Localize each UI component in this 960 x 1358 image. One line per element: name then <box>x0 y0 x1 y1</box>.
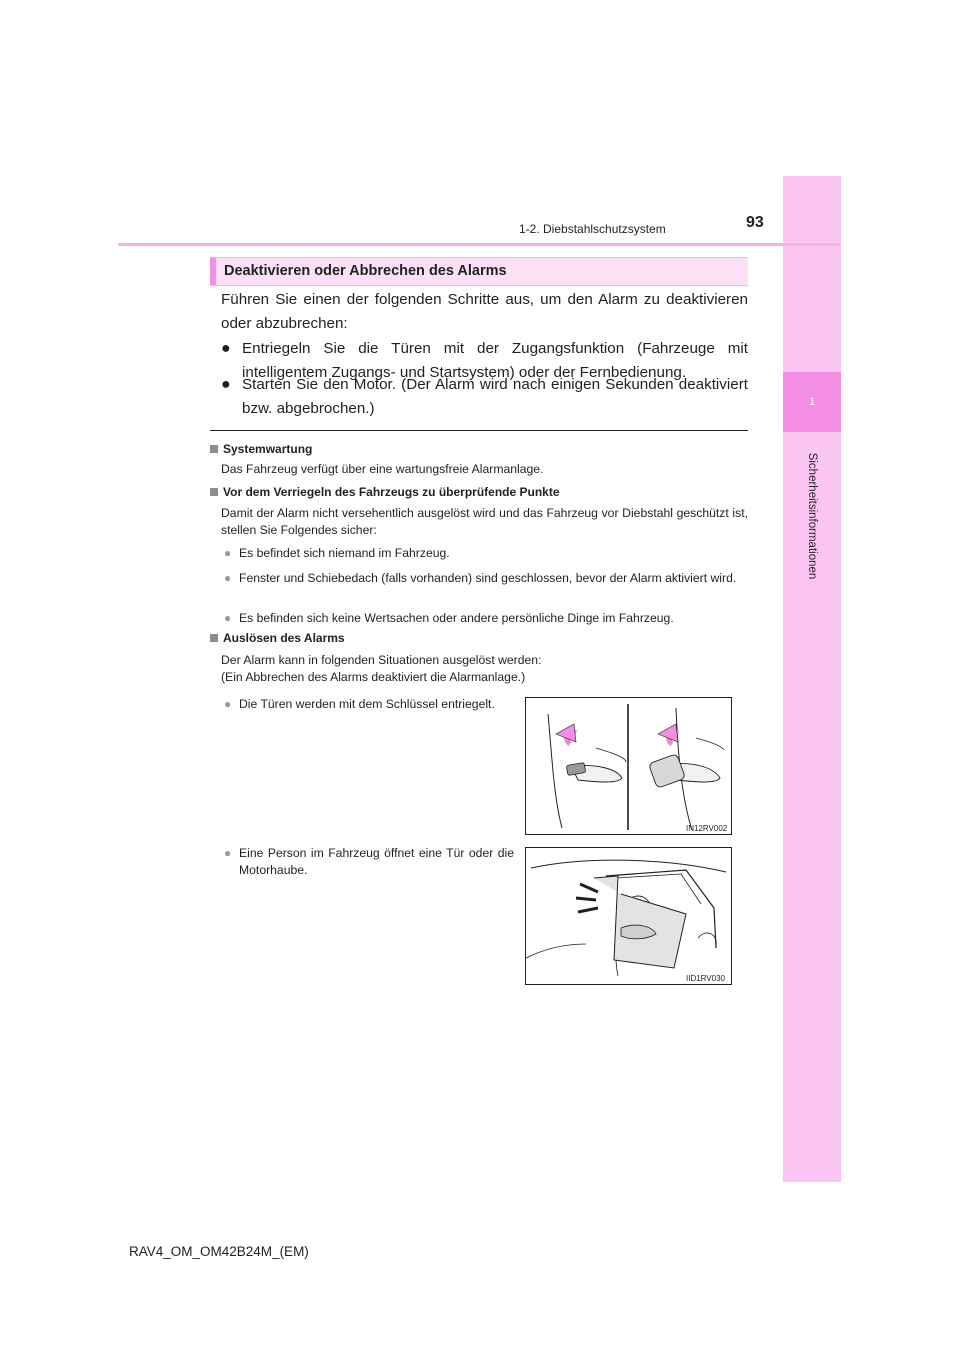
note-bullet: ● Fenster und Schiebedach (falls vorhanden) sind geschlossen, bevor der Alarm aktiviert wird. <box>224 571 737 585</box>
square-marker-icon <box>210 634 218 642</box>
car-door-illustration <box>526 848 731 984</box>
note-heading-pruefen: Vor dem Verriegeln des Fahrzeugs zu überprüfende Punkte <box>210 485 560 499</box>
note-bullet: ● Es befindet sich niemand im Fahrzeug. <box>224 546 450 560</box>
bullet-dot-icon: ● <box>221 340 231 357</box>
section-title-box <box>210 257 748 286</box>
bullet-dot-icon: ● <box>224 546 232 560</box>
bullet-dot-icon: ● <box>224 697 232 711</box>
square-marker-icon <box>210 445 218 453</box>
section-intro: Führen Sie einen der folgenden Schritte aus, um den Alarm zu deaktivieren oder abzubrechen: <box>221 291 748 332</box>
figure-door-open <box>525 847 732 985</box>
note-text-ausloesen-2: (Ein Abbrechen des Alarms deaktiviert die Alarmanlage.) <box>221 670 526 684</box>
chapter-side-label: Sicherheitsinformationen <box>806 452 818 580</box>
note-heading-systemwartung: Systemwartung <box>210 442 312 456</box>
section-bullet <box>221 373 748 421</box>
chapter-title: 1-2. Diebstahlschutzsystem <box>519 222 666 236</box>
square-marker-icon <box>210 488 218 496</box>
figure-key-unlock <box>525 697 732 835</box>
figure-code: IID1RV030 <box>686 974 725 983</box>
section-bullet-text: Starten Sie den Motor. (Der Alarm wird nach einigen Sekunden deaktiviert bzw. abgebrochen.) <box>242 376 748 417</box>
note-text-ausloesen-1: Der Alarm kann in folgenden Situationen ausgelöst werden: <box>221 653 542 667</box>
bullet-dot-icon: ● <box>221 376 231 393</box>
figure-code: IN12RV002 <box>686 824 728 833</box>
note-text-systemwartung: Das Fahrzeug verfügt über eine wartungsfreie Alarmanlage. <box>221 462 544 476</box>
note-bullet: ● Es befinden sich keine Wertsachen oder andere persönliche Dinge im Fahrzeug. <box>224 611 674 625</box>
note-heading-ausloesen: Auslösen des Alarms <box>210 631 345 645</box>
bullet-dot-icon: ● <box>224 571 232 585</box>
header-rule <box>118 243 841 246</box>
document-code: RAV4_OM_OM42B24M_(EM) <box>129 1244 309 1259</box>
section-bullet-text: Entriegeln Sie die Türen mit der Zugangsfunktion (Fahrzeuge mit intelligentem Zugangs- und Startsystem) oder der Fernbedienung. <box>242 340 748 381</box>
section-title: Deaktivieren oder Abbrechen des Alarms <box>224 263 507 279</box>
bullet-dot-icon: ● <box>224 611 232 625</box>
note-bullet: ● Eine Person im Fahrzeug öffnet eine Tür oder die Motorhaube. <box>224 846 514 877</box>
bullet-dot-icon: ● <box>224 846 232 860</box>
note-bullet: ● Die Türen werden mit dem Schlüssel entriegelt. <box>224 697 495 711</box>
page-number: 93 <box>746 214 764 231</box>
note-text-pruefen: Damit der Alarm nicht versehentlich ausgelöst wird und das Fahrzeug vor Diebstahl geschützt ist, stellen Sie Folgendes sicher: <box>221 506 748 537</box>
chapter-number: 1 <box>808 396 816 408</box>
section-separator <box>210 430 748 431</box>
chapter-side-tab <box>783 176 841 1182</box>
door-key-illustration <box>526 698 731 834</box>
